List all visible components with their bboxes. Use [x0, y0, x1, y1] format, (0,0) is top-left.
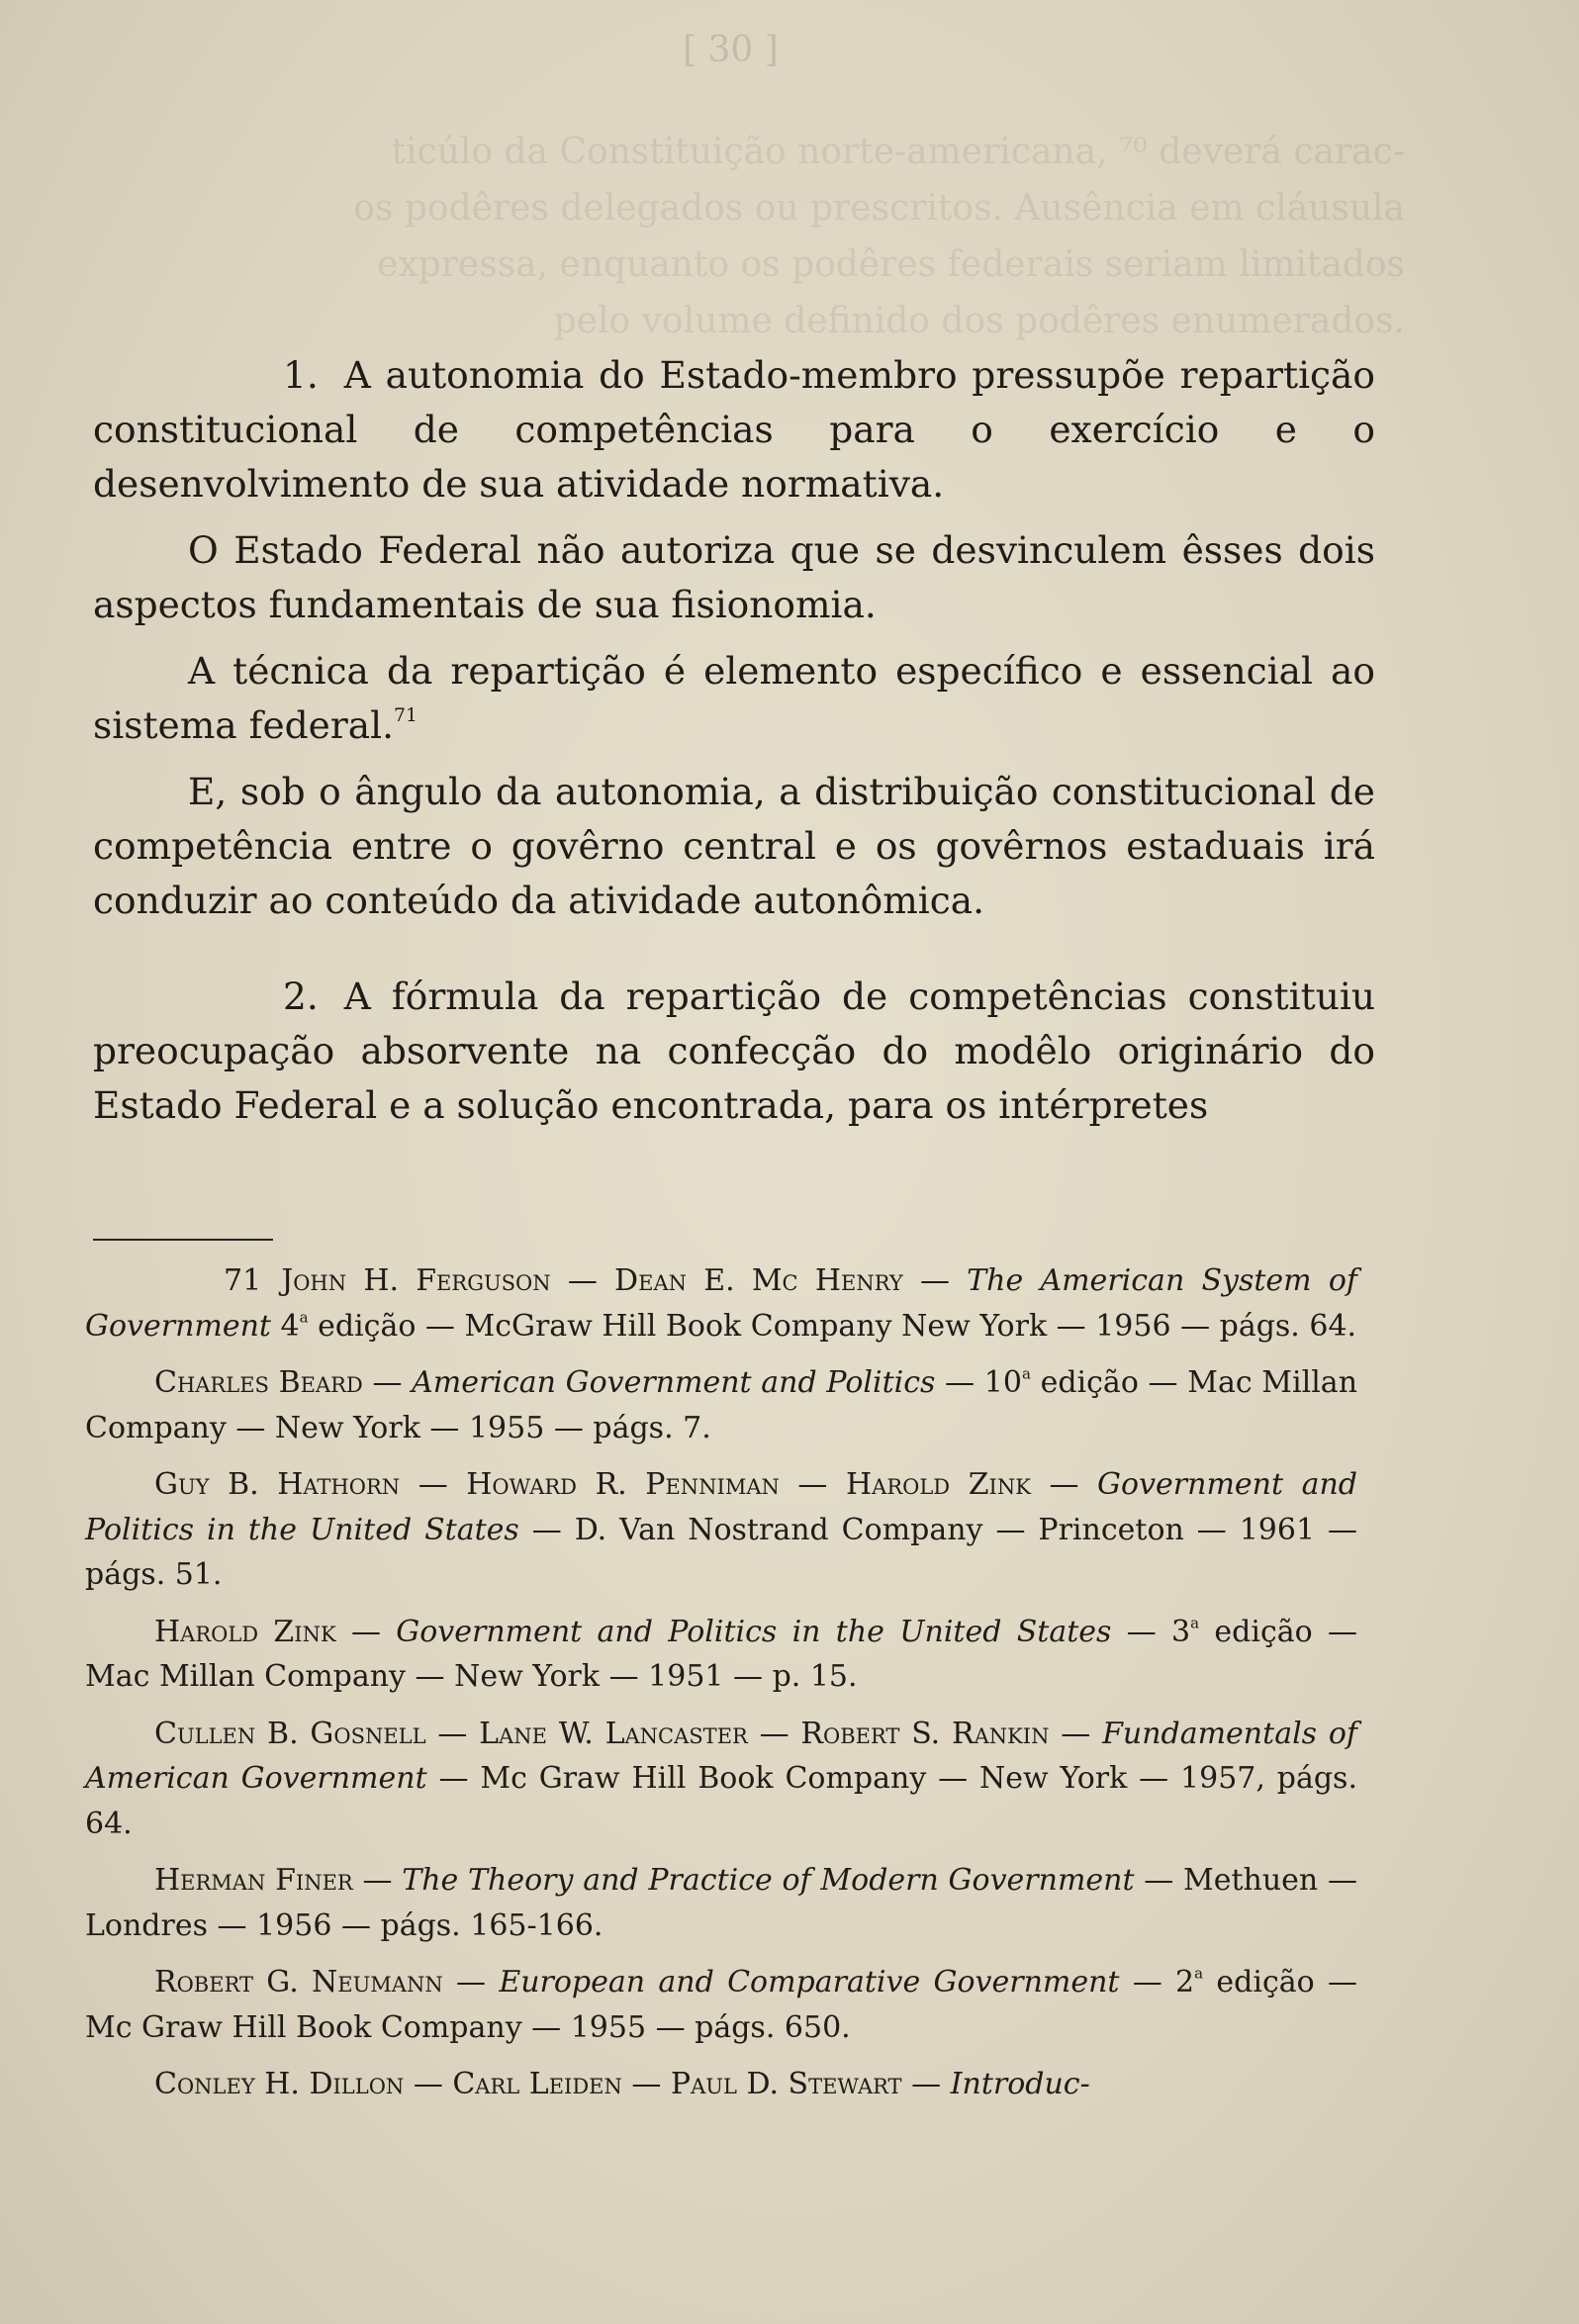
- section-number: 1.: [283, 353, 319, 397]
- footnote-authors: Conley H. Dillon — Carl Leiden — Paul D. Stewart: [154, 2067, 902, 2101]
- edition-number: — 3: [1111, 1614, 1191, 1649]
- footnote-title: Introduc-: [950, 2067, 1090, 2101]
- footnote-citation: [85, 2062, 1357, 2107]
- footnote-citation: [85, 1712, 1357, 1847]
- footnote-details: edição — McGraw Hill Book Company New York — 1956 — págs. 64.: [308, 1308, 1357, 1344]
- footnote-details: edição — Mc Graw Hill Book Company — 1955 — págs. 650.: [85, 1965, 1357, 2045]
- section-1-paragraph-1: [93, 348, 1375, 511]
- paragraph-text: E, sob o ângulo da autonomia, a distribuição constitucional de competência entre o govêrno central e os govêrnos estaduais irá conduzir ao conteúdo da atividade autonômica.: [93, 770, 1375, 922]
- separator: —: [335, 1614, 397, 1649]
- paragraph-text: A técnica da repartição é elemento específico e essencial ao sistema federal.: [93, 649, 1375, 747]
- edition-ordinal: a: [1194, 1964, 1204, 1983]
- footnote-citation: [85, 1462, 1357, 1598]
- footnote-title: Government and Politics in the United States: [85, 1467, 1357, 1547]
- paragraph-text: O Estado Federal não autoriza que se desvinculem êsses dois aspectos fundamentais de sua fisionomia.: [93, 528, 1375, 626]
- footnote-title: American Government and Politics: [412, 1365, 936, 1400]
- separator: —: [1049, 1716, 1103, 1751]
- footnote-details: — Mc Graw Hill Book Company — New York — 1957, págs. 64.: [85, 1761, 1357, 1841]
- footnote-authors: Cullen B. Gosnell — Lane W. Lancaster — Robert S. Rankin: [154, 1716, 1050, 1751]
- footnote-71: [85, 1258, 1357, 1348]
- footnote-details: — Methuen — Londres — 1956 — págs. 165-166.: [85, 1863, 1357, 1943]
- bleed-through-line: pelo volume definido dos podêres enumerados.: [553, 301, 1405, 341]
- section-number: 2.: [283, 975, 319, 1018]
- edition-number: — 10: [935, 1365, 1022, 1400]
- footnote-number: 71: [224, 1263, 262, 1298]
- footnote-authors: Herman Finer: [154, 1863, 353, 1898]
- footnote-details: edição — Mac Millan Company — New York — 1955 — págs. 7.: [85, 1365, 1358, 1445]
- bleed-through-text: [148, 124, 1405, 349]
- footnote-reference: 71: [394, 705, 418, 727]
- footnote-authors: Guy B. Hathorn — Howard R. Penniman — Harold Zink: [154, 1467, 1031, 1502]
- separator: —: [442, 1965, 500, 1999]
- footnote-title: The Theory and Practice of Modern Government: [402, 1863, 1135, 1898]
- edition-number: 4: [280, 1308, 300, 1344]
- edition-ordinal: a: [299, 1308, 309, 1326]
- footnote-authors: Charles Beard: [154, 1365, 363, 1400]
- footnote-authors: John H. Ferguson — Dean E. Mc Henry: [281, 1263, 903, 1298]
- bleed-through-page-number: [ 30 ]: [683, 30, 779, 70]
- footnote-citation: [85, 1960, 1357, 2050]
- footnote-citation: [85, 1858, 1357, 1948]
- footnote-separator: [93, 1239, 273, 1241]
- footnote-citation: [85, 1610, 1357, 1700]
- paragraph-text: A autonomia do Estado-membro pressupõe repartição constitucional de competências para o exercício e o desenvolvimento de sua atividade normativa.: [93, 353, 1375, 506]
- section-1-paragraph-3: [93, 644, 1375, 753]
- separator: —: [901, 2067, 951, 2101]
- separator: —: [1030, 1467, 1098, 1502]
- footnote-authors: Harold Zink: [154, 1614, 336, 1649]
- footnote-title: European and Comparative Government: [499, 1965, 1120, 1999]
- section-2-paragraph-1: [93, 970, 1375, 1133]
- main-text: [93, 348, 1375, 1133]
- footnote-details: edição — Mac Millan Company — New York — 1951 — p. 15.: [85, 1614, 1357, 1694]
- footnote-authors: Robert G. Neumann: [154, 1965, 443, 1999]
- section-1-paragraph-2: [93, 523, 1375, 632]
- edition-number: — 2: [1119, 1965, 1195, 1999]
- section-1-paragraph-4: [93, 765, 1375, 928]
- footnote-citation: [85, 1360, 1357, 1450]
- separator: —: [362, 1365, 413, 1400]
- footnotes: [85, 1258, 1357, 2119]
- footnote-title: The American System of Government: [85, 1263, 1357, 1344]
- bleed-through-line: ticúlo da Constituição norte-americana, ⁷⁰ deverá carac-: [391, 132, 1405, 172]
- bleed-through-line: os podêres delegados ou prescritos. Ausência em cláusula: [353, 188, 1405, 229]
- separator: —: [902, 1263, 968, 1298]
- separator: —: [352, 1863, 403, 1898]
- footnote-details: — D. Van Nostrand Company — Princeton — 1961 — págs. 51.: [85, 1512, 1358, 1592]
- edition-ordinal: a: [1021, 1364, 1031, 1383]
- bleed-through-line: expressa, enquanto os podêres federais seriam limitados: [377, 244, 1405, 285]
- paragraph-text: A fórmula da repartição de competências constituiu preocupação absorvente na confecção do modêlo originário do Estado Federal e a solução encontrada, para os intérpretes: [93, 975, 1375, 1127]
- footnote-title: Government and Politics in the United States: [396, 1614, 1112, 1649]
- footnote-title: Fundamentals of American Government: [85, 1716, 1358, 1796]
- edition-ordinal: a: [1190, 1614, 1200, 1631]
